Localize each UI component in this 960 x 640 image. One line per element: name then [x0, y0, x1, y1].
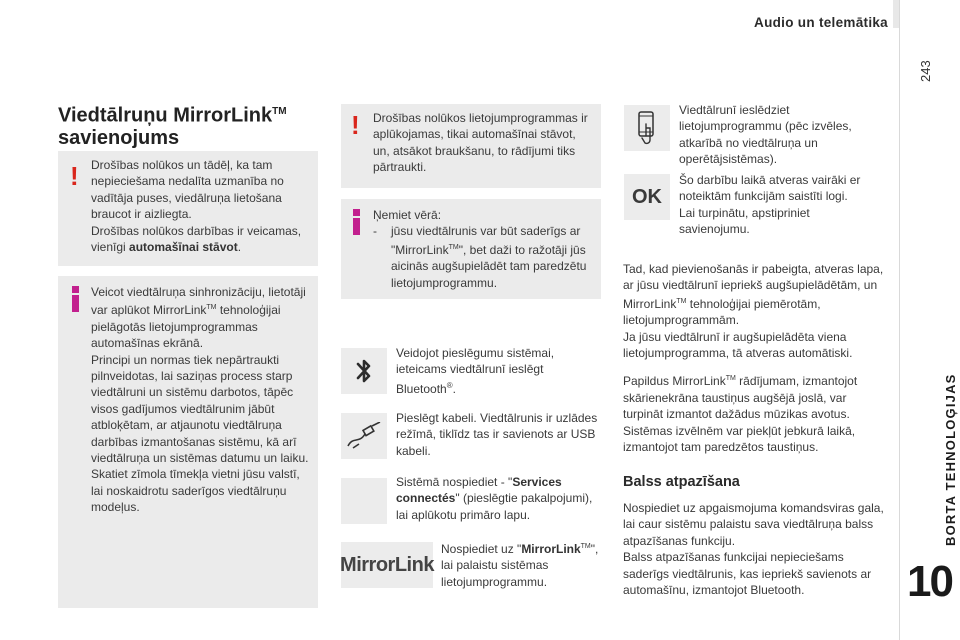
phone-text: Viedtālrunī ieslēdziet lietojumprogrammu (pēc izvēles, atkarībā no viedtālruņa un operētājsistēmas). [679, 103, 852, 167]
bluetooth-icon [354, 356, 374, 386]
info-tm: TM [206, 304, 217, 312]
cable-icon-box [341, 413, 387, 459]
bluetooth-end: . [452, 381, 456, 396]
info-box-sync [58, 276, 318, 608]
info2-text-2: ", bet daži to ražotāji jūs aicinās augšupielādēt tam paredzētu lietojumprogrammu. [391, 242, 587, 290]
exclamation-icon: ! [70, 161, 79, 191]
right-column-text [623, 261, 885, 455]
smartphone-touch-icon [634, 110, 660, 146]
title-second: savienojums [58, 126, 180, 149]
info2-tm: TM [448, 243, 459, 251]
cable-text: Pieslēgt kabeli. Viedtālrunis ir uzlādes režīmā, tiklīdz tas ir savienots ar USB kabeli. [396, 411, 598, 458]
right-para3-1: Papildus MirrorLink [623, 374, 726, 389]
title-tm: TM [272, 106, 287, 117]
warning2-text [373, 110, 595, 176]
warning-text [91, 157, 313, 255]
info-box-note [341, 199, 601, 299]
warning-text-line2: Drošības nolūkos darbības ir veicamas, vienīgi [91, 223, 302, 255]
services-text-2: " (pieslēgtie pakalpojumi), lai aplūkotu primāro lapu. [396, 491, 593, 522]
warning-bold: automašīnai stāvot [129, 240, 238, 255]
info-text-2: tehnoloģijai pielāgotās lietojumprogrammas automašīnas ekrānā. [91, 303, 281, 351]
warning2-paragraph: Drošības nolūkos lietojumprogrammas ir aplūkojamas, tikai automašīnai stāvot, un, atsākot braukšanu, to rādījumi tiks pārtraukti. [373, 111, 588, 175]
voice-para2: Balss atpazīšanas funkcijai nepieciešams saderīgs viedtālrunis, kas iepriekš savienots ar automašīnu, izmantojot Bluetooth. [623, 550, 872, 598]
voice-recognition-heading: Balss atpazīšana [623, 474, 740, 490]
services-icon-box [341, 478, 387, 524]
info-text-4: Skatiet zīmola tīmekļa vietni jūsu valstī, lai noskaidrotu saderīgos viedtālruņu modeļus. [91, 467, 300, 515]
mirrorlink-step-text [441, 539, 606, 590]
chapter-side-label: BORTA TEHNOLOĢIJAS [943, 373, 958, 546]
exclamation-icon: ! [351, 110, 360, 140]
mirror-text-2: ", lai palaistu sistēmas lietojumprogrammu. [441, 542, 599, 589]
ok-text-2: Lai turpinātu, apstipriniet savienojumu. [679, 205, 810, 237]
services-bold: Services connectés [396, 475, 562, 506]
mirror-text-1: Nospiediet uz " [441, 542, 522, 556]
info-text-1: Veicot viedtālruņa sinhronizāciju, lietotāji var aplūkot MirrorLink [91, 285, 306, 318]
chapter-number: 10 [907, 557, 952, 606]
info2-text [373, 207, 598, 291]
warning-box-driving [58, 151, 318, 266]
right-para1-2: tehnoloģijai piemērotām, lietojumprogrammām. [623, 296, 821, 328]
header-title: Audio un telemātika [754, 15, 888, 30]
warning-box-apps [341, 104, 601, 188]
page-number: 243 [918, 60, 933, 82]
right-para4: Sistēmas izvēlnēm var piekļūt jebkurā laikā, izmantojot tam paredzētos taustiņus. [623, 423, 856, 455]
warning-text-line1: Drošības nolūkos un tādēļ, ka tam nepieciešama nedalīta uzmanība no vadītāja puses, viedālruņa lietošana braucot ir aizliegta. [91, 158, 284, 222]
info2-text-1: jūsu viedtālrunis var būt saderīgs ar "MirrorLink [391, 224, 581, 257]
right-para1-1: Tad, kad pievienošanās ir pabeigta, atveras lapa, ar jūsu viedtālrunī iepriekš augšupielādētām, un MirrorLink [623, 262, 884, 311]
ok-text-1: Šo darbību laikā atveras vairāki er noteiktām funkcijām saistīti logi. [679, 173, 861, 204]
warning-end: . [237, 240, 242, 255]
bluetooth-reg: ® [446, 380, 453, 390]
title-main: Viedtālruņu MirrorLink [58, 104, 273, 127]
info2-dash: - [373, 224, 377, 239]
bluetooth-text: Veidojot pieslēgumu sistēmai, ieteicams viedtālrunī ieslēgt Bluetooth [396, 346, 555, 396]
mirrorlink-logo-icon: MirrorLink [340, 553, 434, 576]
cable-step-text [396, 410, 601, 459]
services-text-1: Sistēmā nospiediet - " [396, 475, 513, 489]
mirrorlink-logo-box [341, 542, 433, 588]
info2-intro: Ņemiet vērā: [373, 208, 442, 222]
right-para3-tm: TM [725, 375, 736, 383]
voice-recognition-text [623, 500, 885, 598]
bluetooth-step-text [396, 345, 601, 397]
right-para1-tm: TM [676, 297, 687, 305]
section-title [58, 101, 328, 149]
usb-cable-icon [345, 422, 383, 450]
right-para3-2: rādījumam, izmantojot skārienekrāna taustiņus augšējā joslā, var turpināt izmantot dažādus mūzikas avotus. [623, 374, 858, 422]
ok-label: OK [632, 185, 662, 208]
mirror-bold: MirrorLink [521, 542, 581, 556]
ok-step-text [679, 172, 874, 238]
bluetooth-icon-box [341, 348, 387, 394]
info-icon [72, 286, 79, 312]
phone-step-text [679, 102, 869, 168]
phone-icon-box [624, 105, 670, 151]
info-text-3: Principi un normas tiek nepārtraukti pilnveidotas, lai saziņas process starp viedtālruni un sistēmu darbotos, tāpēc visos gadījumos viedtālrunim jābūt atbloķētam, ar atjaunotu viedtālruņa darbības izmantošanas sistēmu, kā arī viedtālruņa un sistēmas datumu un laiku. [91, 352, 309, 466]
mirror-tm: TM [580, 543, 591, 550]
services-step-text [396, 474, 606, 523]
right-para2: Ja jūsu viedtālrunī ir augšupielādēta viena lietojumprogramma, tā atveras automātiski. [623, 329, 853, 361]
info-icon [353, 209, 360, 235]
info-text [91, 284, 313, 516]
ok-icon-box [624, 174, 670, 220]
voice-para1: Nospiediet uz apgaismojuma komandsviras gala, lai caur sistēmu palaistu sava viedtālruņa balss atpazīšanas funkciju. [623, 501, 884, 548]
